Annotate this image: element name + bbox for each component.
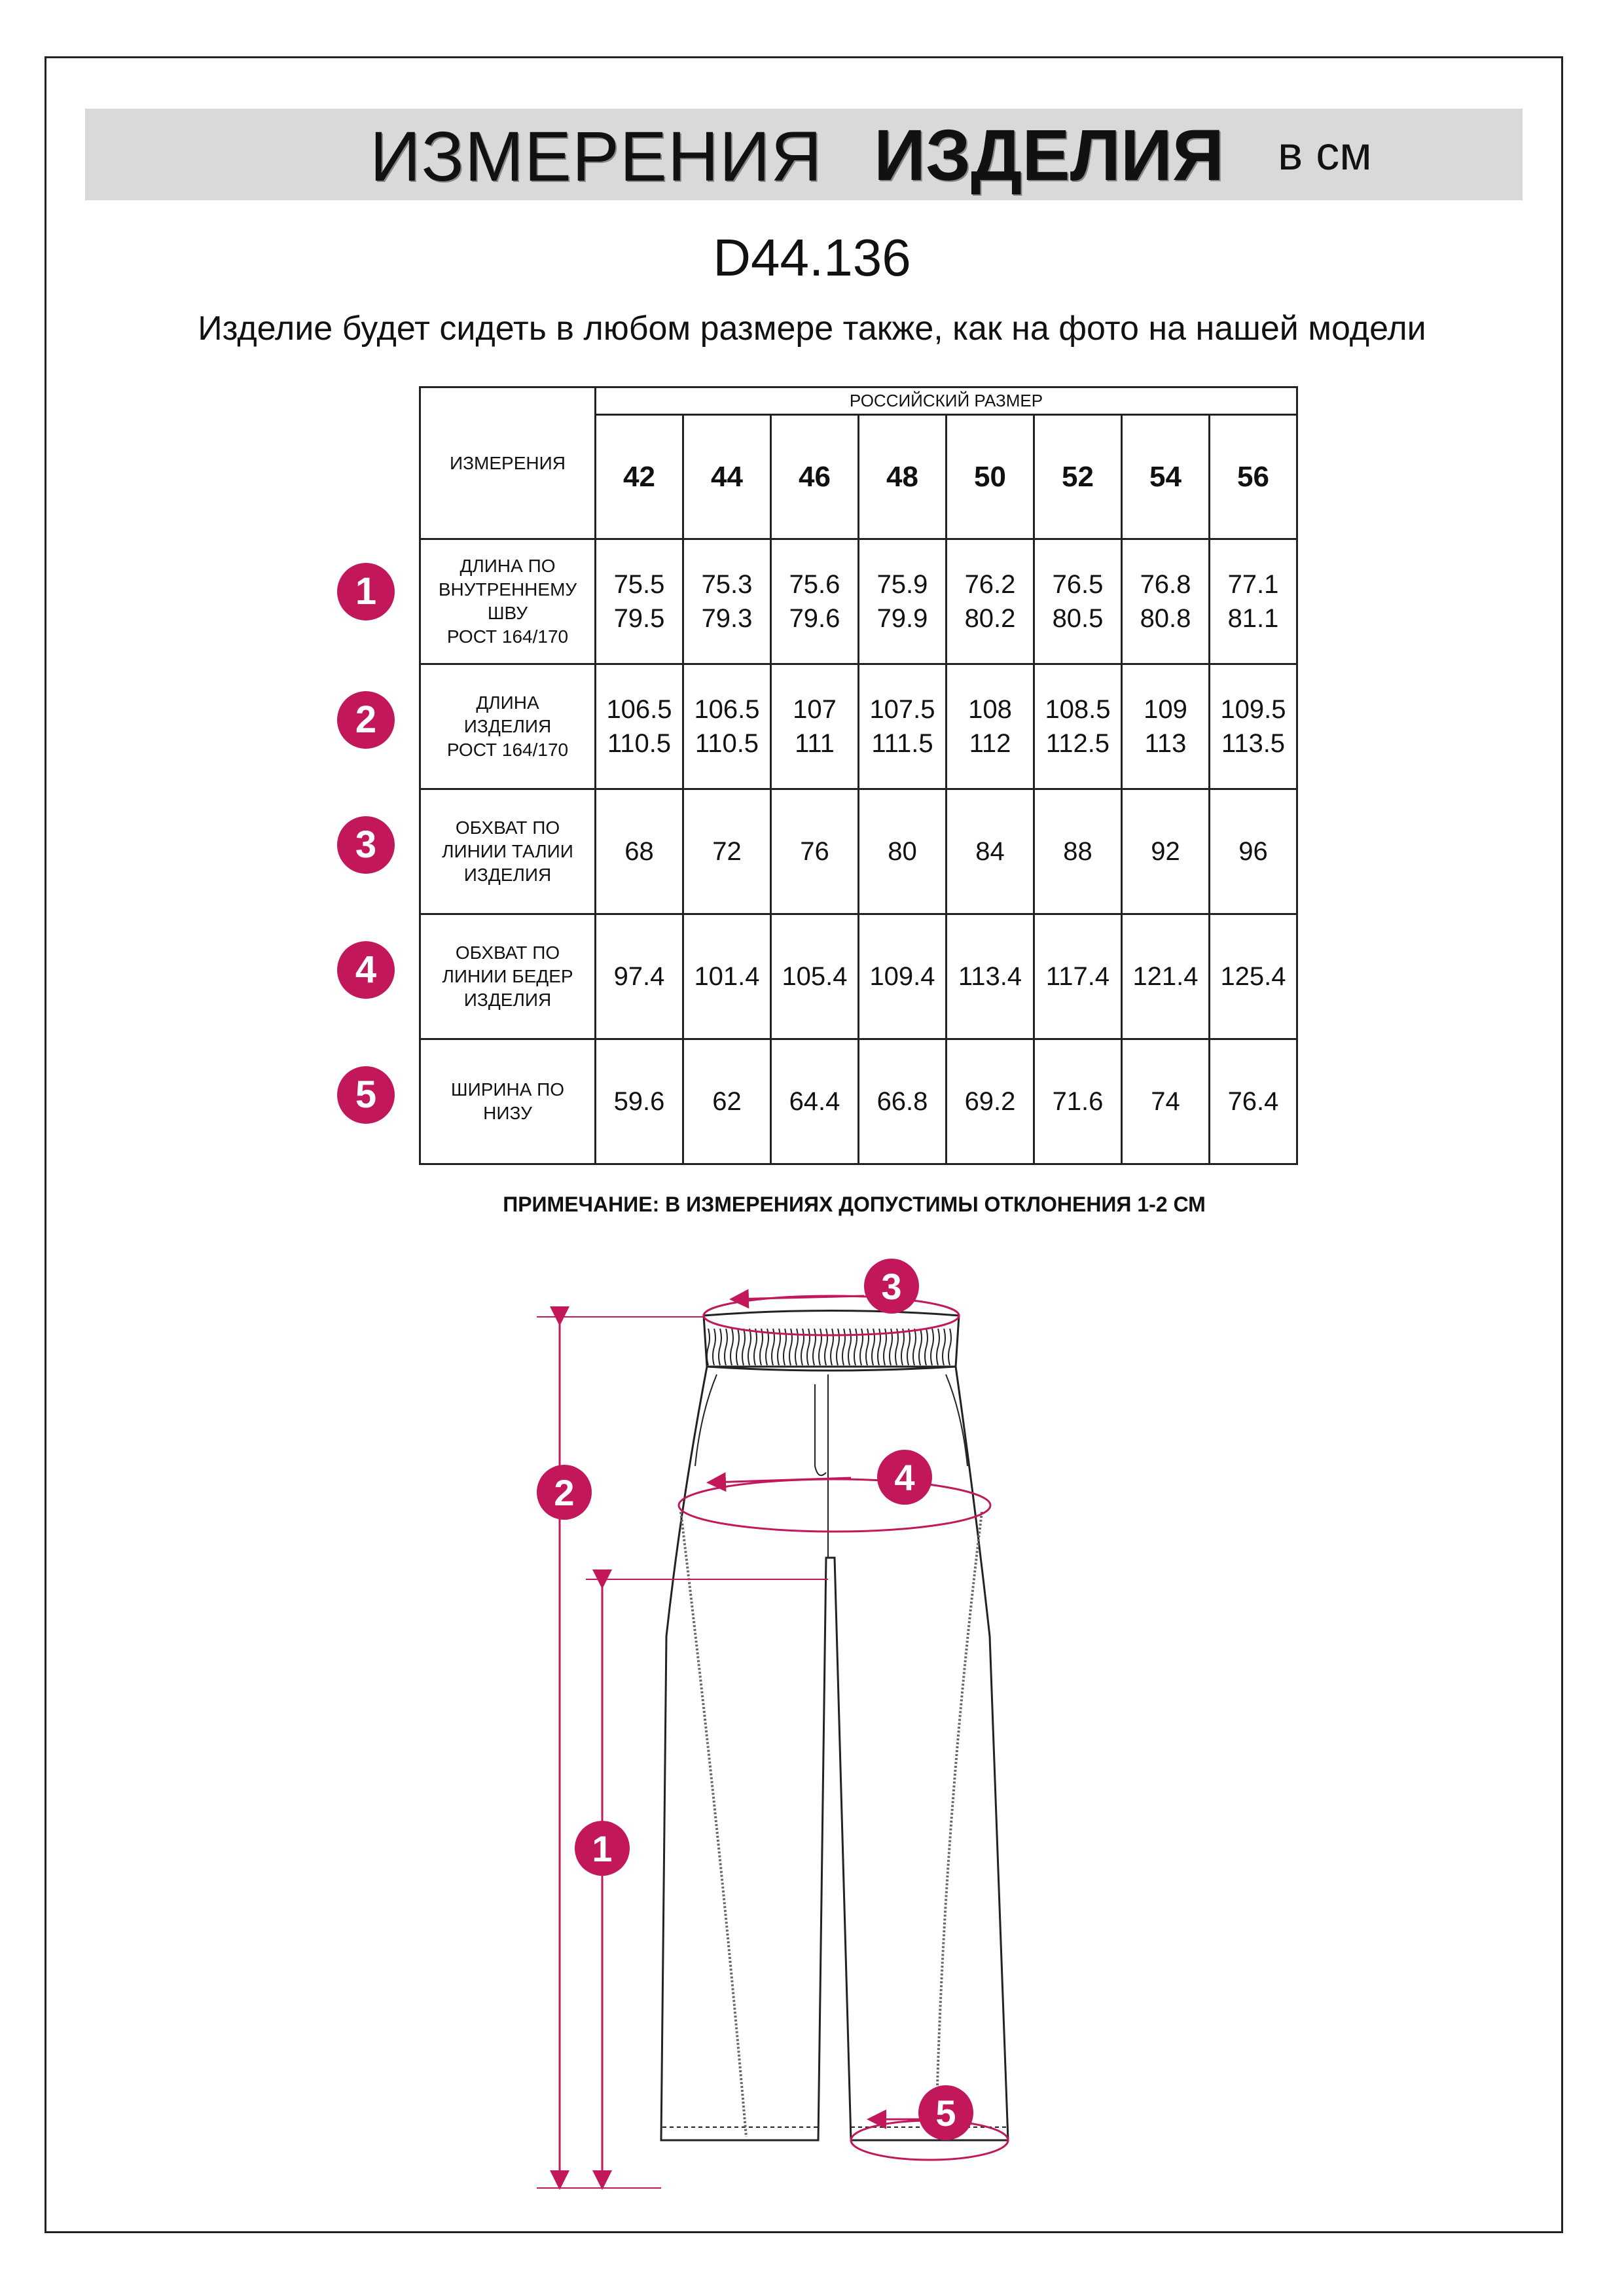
svg-text:2: 2: [554, 1472, 575, 1513]
size-header-56: 56: [1210, 415, 1297, 539]
value-cell-size-42: 106.5 110.5: [596, 664, 683, 789]
value-cell-size-46: 76: [771, 789, 859, 914]
value-cell-size-52: 76.5 80.5: [1034, 539, 1122, 664]
row-badge-3: 3: [337, 816, 395, 874]
value-cell-size-50: 69.2: [947, 1039, 1034, 1164]
diagram-badge-5: [918, 2085, 973, 2140]
svg-text:5: 5: [935, 2092, 956, 2134]
value-cell-size-52: 117.4: [1034, 914, 1122, 1039]
tolerance-note: ПРИМЕЧАНИЕ: В ИЗМЕРЕНИЯХ ДОПУСТИМЫ ОТКЛОНЕНИЯ 1-2 СМ: [503, 1193, 1206, 1216]
svg-text:4: 4: [894, 1457, 915, 1498]
value-cell-size-50: 113.4: [947, 914, 1034, 1039]
value-cell-size-52: 71.6: [1034, 1039, 1122, 1164]
size-header-50: 50: [947, 415, 1034, 539]
measurement-label: ОБХВАТ ПО ЛИНИИ БЕДЕР ИЗДЕЛИЯ: [420, 914, 596, 1039]
value-cell-size-48: 80: [859, 789, 947, 914]
value-cell-size-46: 105.4: [771, 914, 859, 1039]
row-badge-2: 2: [337, 691, 395, 749]
value-cell-size-44: 72: [683, 789, 771, 914]
value-cell-size-48: 66.8: [859, 1039, 947, 1164]
product-code: D44.136: [713, 228, 911, 287]
size-group-label: РОССИЙСКИЙ РАЗМЕР: [596, 387, 1297, 415]
value-cell-size-42: 97.4: [596, 914, 683, 1039]
measurement-lines: [537, 1296, 1008, 2188]
measurement-label: ДЛИНА ПО ВНУТРЕННЕМУ ШВУ РОСТ 164/170: [420, 539, 596, 664]
waistband-gathers: [707, 1329, 951, 1365]
value-cell-size-44: 106.5 110.5: [683, 664, 771, 789]
value-cell-size-56: 77.1 81.1: [1210, 539, 1297, 664]
title-part2: ИЗДЕЛИЯ: [874, 115, 1225, 196]
diagram-badge-2: [537, 1465, 592, 1520]
value-cell-size-44: 75.3 79.3: [683, 539, 771, 664]
measurement-label: ОБХВАТ ПО ЛИНИИ ТАЛИИ ИЗДЕЛИЯ: [420, 789, 596, 914]
value-cell-size-48: 75.9 79.9: [859, 539, 947, 664]
svg-text:1: 1: [592, 1828, 613, 1869]
value-cell-size-50: 108 112: [947, 664, 1034, 789]
value-cell-size-54: 121.4: [1122, 914, 1210, 1039]
size-header-46: 46: [771, 415, 859, 539]
table-corner-label: ИЗМЕРЕНИЯ: [420, 387, 596, 539]
row-badge-4: 4: [337, 941, 395, 999]
row-badge-1: 1: [337, 563, 395, 620]
svg-text:3: 3: [881, 1266, 902, 1307]
value-cell-size-44: 62: [683, 1039, 771, 1164]
size-header-44: 44: [683, 415, 771, 539]
value-cell-size-56: 96: [1210, 789, 1297, 914]
diagram-badge-3: [864, 1259, 919, 1314]
fit-note: Изделие будет сидеть в любом размере также, как на фото на нашей модели: [198, 310, 1426, 348]
value-cell-size-54: 74: [1122, 1039, 1210, 1164]
value-cell-size-56: 125.4: [1210, 914, 1297, 1039]
measurement-label: ШИРИНА ПО НИЗУ: [420, 1039, 596, 1164]
value-cell-size-56: 109.5 113.5: [1210, 664, 1297, 789]
pants-outline: [661, 1311, 1008, 2141]
diagram-badge-4: [877, 1450, 932, 1505]
value-cell-size-52: 88: [1034, 789, 1122, 914]
value-cell-size-44: 101.4: [683, 914, 771, 1039]
value-cell-size-54: 92: [1122, 789, 1210, 914]
value-cell-size-52: 108.5 112.5: [1034, 664, 1122, 789]
size-header-52: 52: [1034, 415, 1122, 539]
value-cell-size-50: 76.2 80.2: [947, 539, 1034, 664]
diagram-badge-1: [575, 1821, 630, 1876]
title-part1: ИЗМЕРЕНИЯ: [370, 117, 823, 196]
value-cell-size-54: 109 113: [1122, 664, 1210, 789]
value-cell-size-56: 76.4: [1210, 1039, 1297, 1164]
value-cell-size-42: 59.6: [596, 1039, 683, 1164]
value-cell-size-54: 76.8 80.8: [1122, 539, 1210, 664]
value-cell-size-42: 68: [596, 789, 683, 914]
value-cell-size-46: 75.6 79.6: [771, 539, 859, 664]
value-cell-size-42: 75.5 79.5: [596, 539, 683, 664]
size-header-54: 54: [1122, 415, 1210, 539]
value-cell-size-50: 84: [947, 789, 1034, 914]
title-unit: в см: [1278, 128, 1372, 180]
value-cell-size-46: 64.4: [771, 1039, 859, 1164]
value-cell-size-48: 107.5 111.5: [859, 664, 947, 789]
measurement-label: ДЛИНА ИЗДЕЛИЯ РОСТ 164/170: [420, 664, 596, 789]
size-header-42: 42: [596, 415, 683, 539]
size-header-48: 48: [859, 415, 947, 539]
value-cell-size-48: 109.4: [859, 914, 947, 1039]
row-badge-5: 5: [337, 1066, 395, 1124]
value-cell-size-46: 107 111: [771, 664, 859, 789]
